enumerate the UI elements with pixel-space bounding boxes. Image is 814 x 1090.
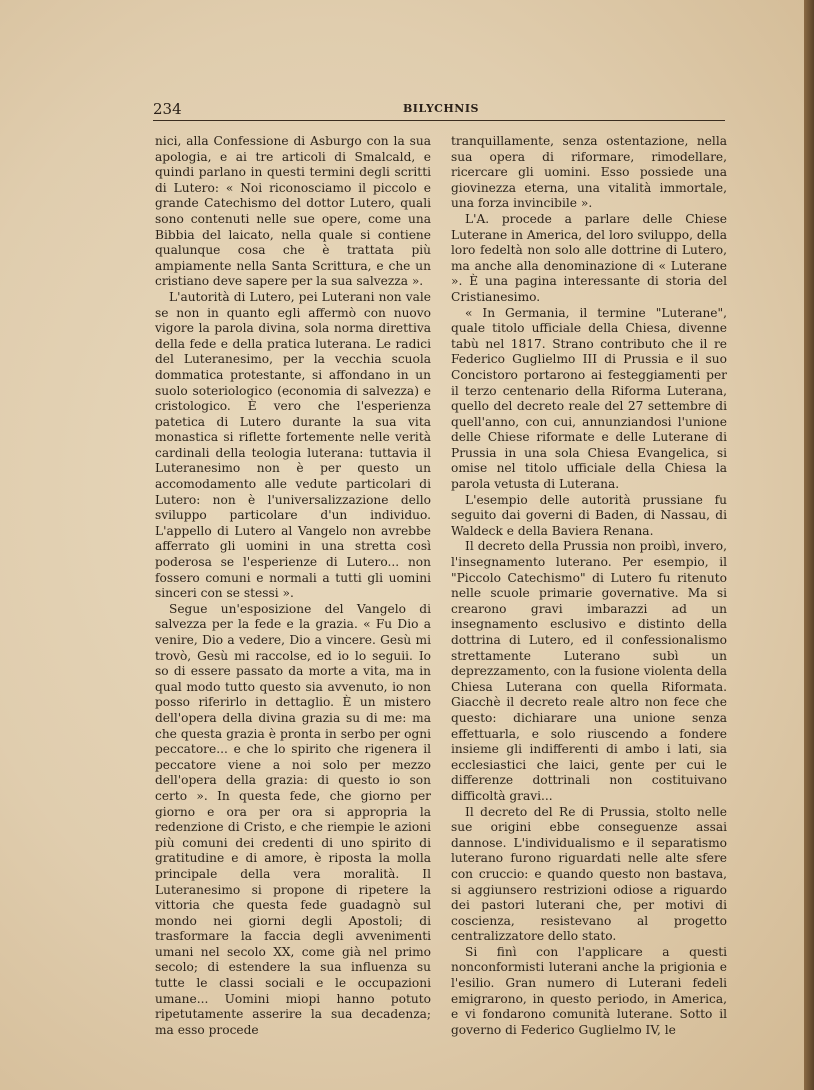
paragraph: Segue un'esposizione del Vangelo di salvezza per la fede e la grazia. « Fu Dio a venire, Dio a vedere, Dio a vincere. Gesù mi trovò, Gesù mi raccolse, ed io lo seguii. Io so di essere passato da morte a vita, ma in qual modo tutto questo sia avvenuto, io non posso riferirlo in dettaglio. È un mistero dell'opera della divina grazia su di me: ma che questa grazia è pronta in serbo per ogni peccatore... e che lo spirito che rigenera il peccatore viene a noi solo per mezzo dell'opera della grazia: di questo io son certo ». In questa fede, che giorno per giorno e ora per ora si appropria la redenzione di Cristo, e che riempie le azioni più comuni dei credenti di uno spirito di gratitudine e di amore, è riposta la molla principale della vera moralità. Il Luteranesimo si propone di ripetere la vittoria che questa fede guadagnò sul mondo nei giorni degli Apostoli; di trasformare la faccia degli avvenimenti umani nel secolo XX, come già nel primo secolo; di estendere la sua influenza su tutte le classi sociali e le occupazioni umane... Uomini miopi hanno potuto ripetutamente asserire la sua decadenza; ma esso procede: [155, 601, 431, 1037]
page-header: [153, 98, 725, 121]
paragraph: tranquillamente, senza ostentazione, nella sua opera di riformare, rimodellare, ricercare gli uomini. Esso possiede una giovinezza eterna, una vitalità immortale, una forza invincibile ».: [451, 134, 727, 211]
paragraph: « In Germania, il termine "Luterane", quale titolo ufficiale della Chiesa, divenne tabù nel 1817. Strano contributo che il re Federico Guglielmo III di Prussia e il suo Concistoro portarono ai festeggiamenti per il terzo centenario della Riforma Luterana, quello del decreto reale del 27 settembre di quell'anno, con cui, annunziandosi l'unione delle Chiese riformate e delle Luterane di Prussia in una sola Chiesa Evangelica, si omise nel titolo ufficiale della Chiesa la parola vetusta di Luterana.: [451, 305, 727, 492]
paragraph: L'esempio delle autorità prussiane fu seguito dai governi di Baden, di Nassau, di Waldeck e della Baviera Renana.: [451, 492, 727, 538]
paragraph: nici, alla Confessione di Asburgo con la sua apologia, e ai tre articoli di Smalcald, e quindi parlano in questi termini degli scritti di Lutero: « Noi riconosciamo il piccolo e grande Catechismo del dottor Lutero, quali sono contenuti nelle sue opere, come una Bibbia del laicato, nella quale si contiene qualunque cosa che è trattata più ampiamente nella Santa Scrittura, e che un cristiano deve sapere per la sua salvezza ».: [155, 134, 431, 289]
paragraph: Si finì con l'applicare a questi nonconformisti luterani anche la prigionia e l'esilio. Gran numero di Luterani fedeli emigrarono, in questo periodo, in America, e vi fondarono comunità luterane. Sotto il governo di Federico Guglielmo IV, le: [451, 944, 727, 1037]
paragraph: Il decreto del Re di Prussia, stolto nelle sue origini ebbe conseguenze assai dannose. L'individualismo e il separatismo luterano furono riguardati nelle alte sfere con cruccio: e quando questo non bastava, si aggiunsero restrizioni odiose a riguardo dei pastori luterani che, per motivi di coscienza, resistevano al progetto centralizzatore dello stato.: [451, 804, 727, 944]
paragraph: Il decreto della Prussia non proibì, invero, l'insegnamento luterano. Per esempio, il "Piccolo Catechismo" di Lutero fu ritenuto nelle scuole primarie governative. Ma si crearono gravi imbarazzi ad un insegnamento esclusivo e distinto della dottrina di Lutero, ed il confessionalismo strettamente Luterano subì un deprezzamento, con la fusione violenta della Chiesa Luterana con quella Riformata. Giacchè il decreto reale altro non fece che questo: dichiarare una unione senza effettuarla, e solo riuscendo a fondere insieme gli indifferenti di ambo i lati, sia ecclesiastici che laici, gente per cui le differenze dottrinali non costituivano difficoltà gravi...: [451, 539, 727, 803]
left-column: [155, 134, 431, 1037]
book-edge: [804, 0, 814, 1090]
paragraph: L'autorità di Lutero, pei Luterani non vale se non in quanto egli affermò con nuovo vigore la parola divina, sola norma direttiva della fede e della pratica luterana. Le radici del Luteranesimo, per la vecchia scuola dommatica protestante, si affondano in un suolo soteriologico (economia di salvezza) e cristologico. È vero che l'esperienza patetica di Lutero durante la sua vita monastica si riflette fortemente nelle verità cardinali della teologia luterana: tuttavia il Luteranesimo non è per questo un accomodamento alle vedute particolari di Lutero: non è l'universalizzazione dello sviluppo particolare d'un individuo. L'appello di Lutero al Vangelo non avrebbe afferrato gli uomini in una stretta così poderosa se l'esperienze di Lutero... non fossero comuni e normali a tutti gli uomini sinceri con se stessi ».: [155, 289, 431, 601]
right-column: [451, 134, 727, 1037]
running-head: BILYCHNIS: [403, 102, 479, 115]
paragraph: L'A. procede a parlare delle Chiese Luterane in America, del loro sviluppo, della loro fedeltà non solo alle dottrine di Lutero, ma anche alla denominazione di « Luterane ». È una pagina interessante di storia del Cristianesimo.: [451, 211, 727, 304]
page-number: 234: [153, 100, 182, 118]
